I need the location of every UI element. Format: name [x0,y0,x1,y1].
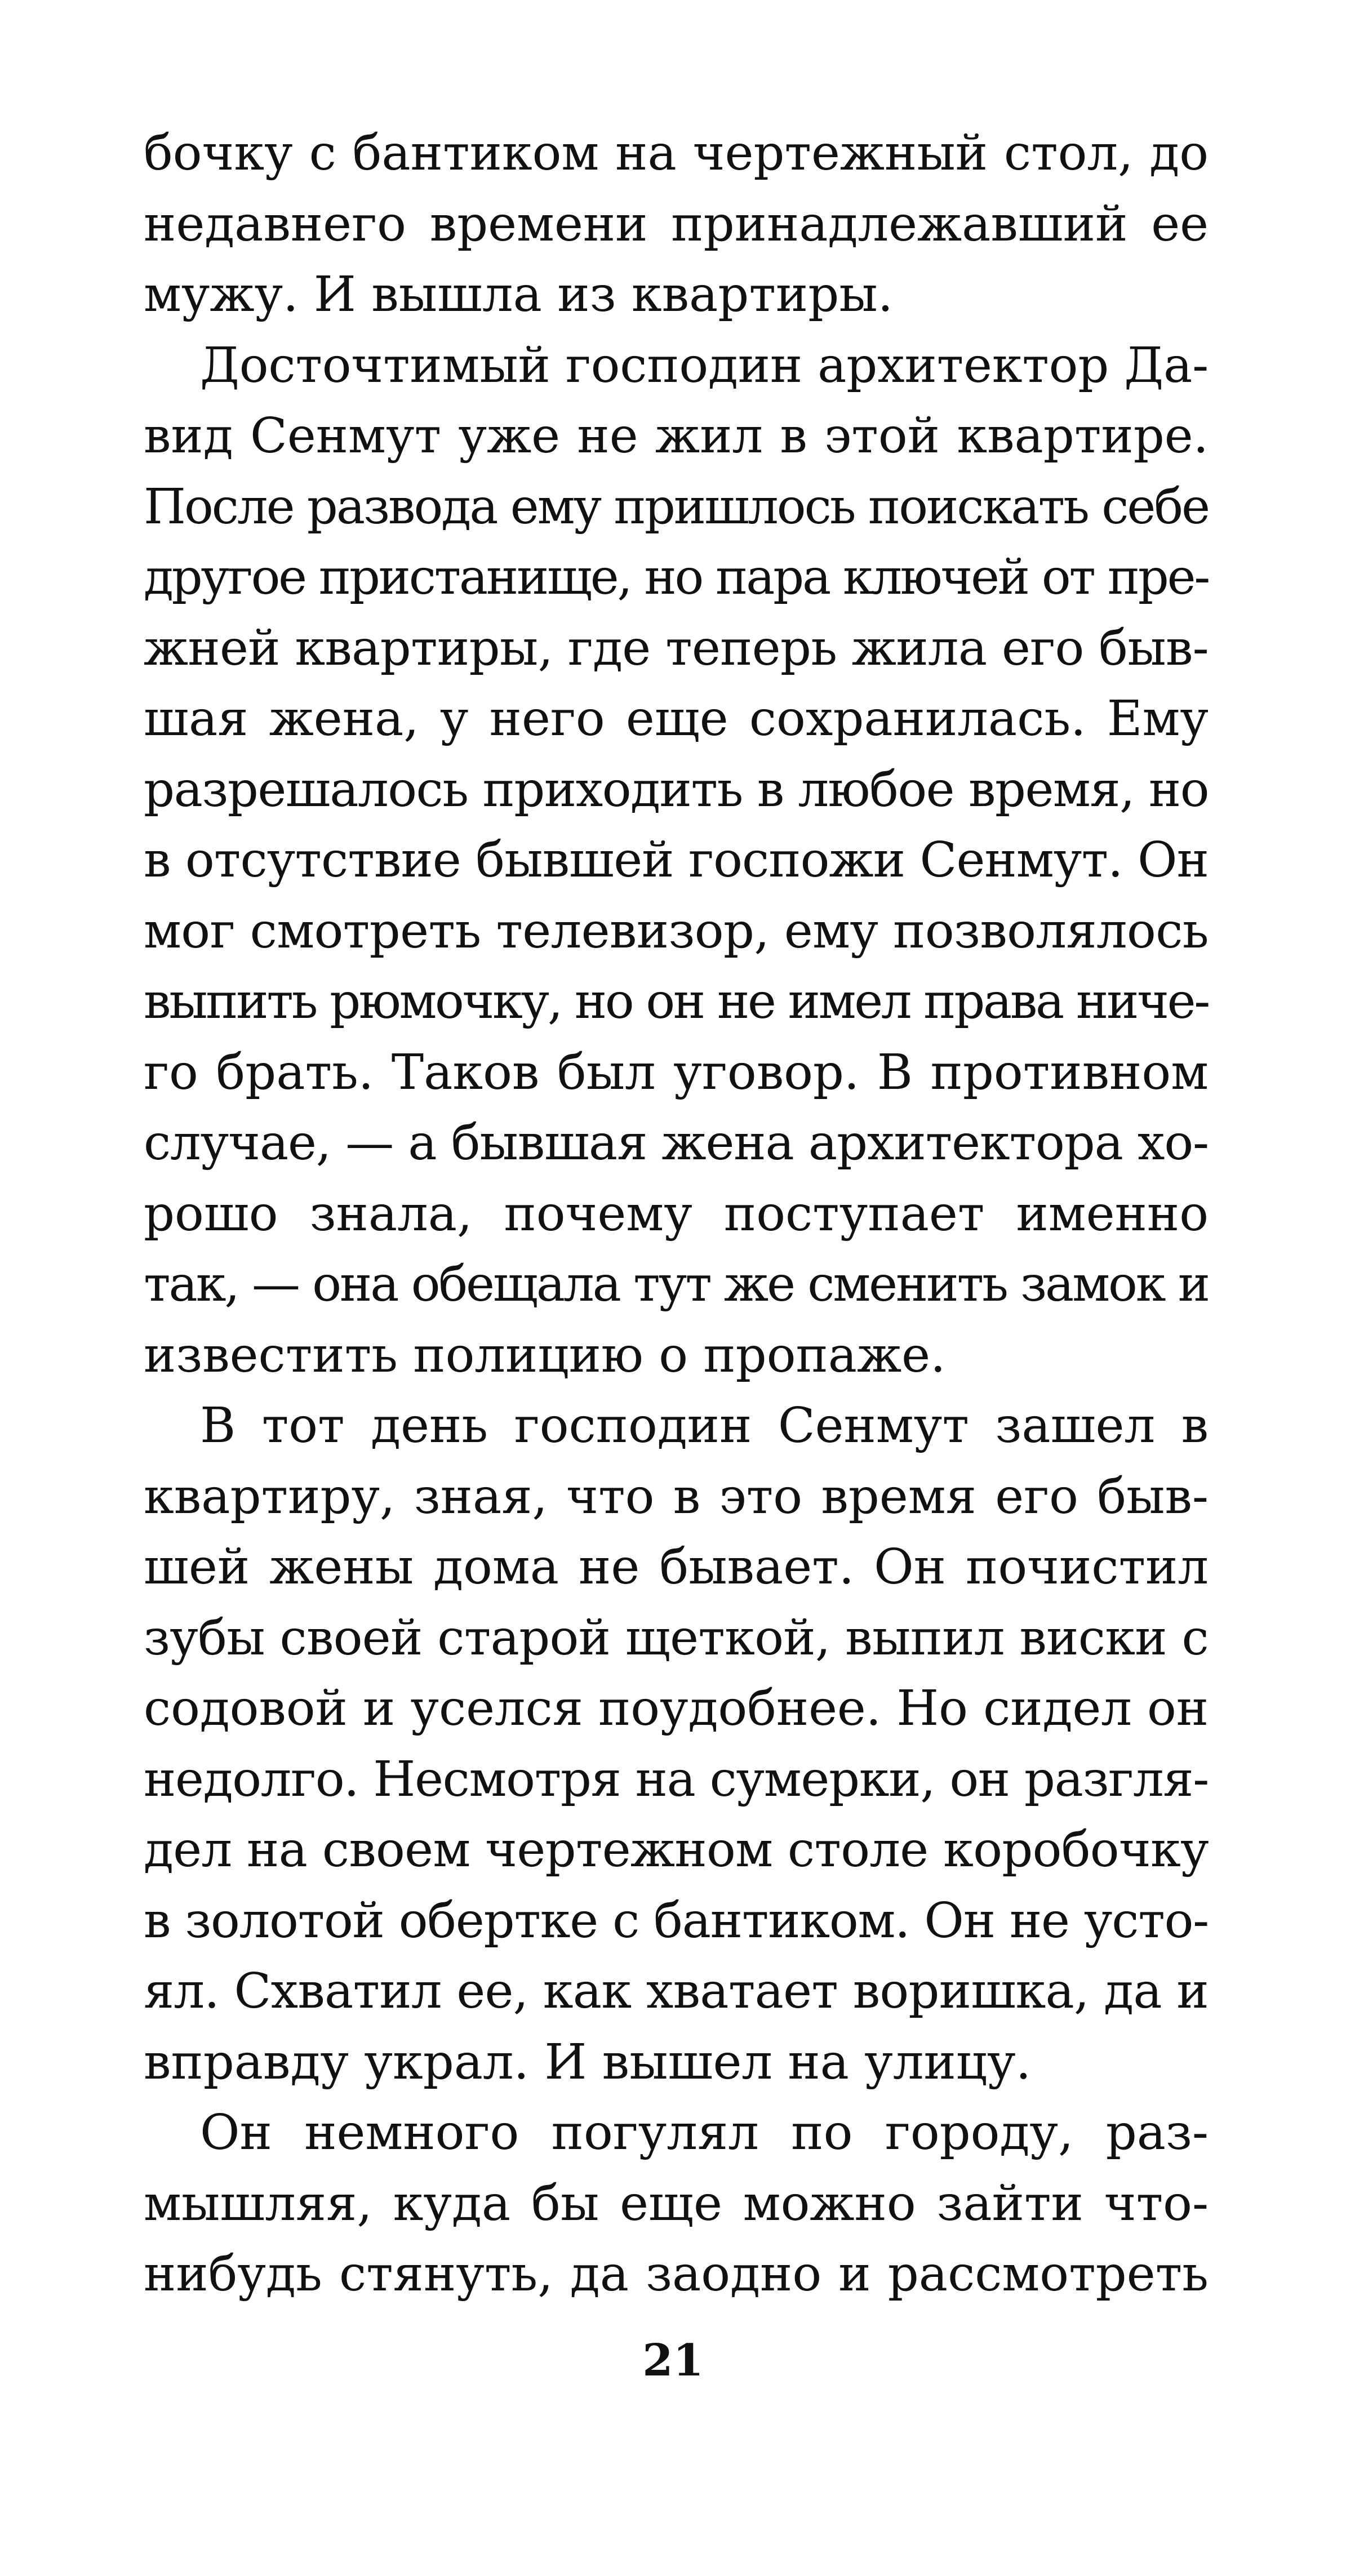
text-line: рошо знала, почему поступает именно [144,1185,1209,1242]
body-text [144,118,1209,2310]
text-line: Досточтимый господин архитектор Да- [200,337,1209,394]
text-line: квартиру, зная, что в это время его быв- [144,1468,1209,1525]
text-line: Он немного погулял по городу, раз- [200,2105,1209,2161]
text-line: шая жена, у него еще сохранилась. Ему [144,691,1209,747]
text-line: вправду украл. И вышел на улицу. [144,2034,1032,2090]
text-line: мог смотреть телевизор, ему позволялось [144,902,1209,959]
text-line: шей жены дома не бывает. Он почистил [144,1539,1209,1595]
text-line: выпить рюмочку, но он не имел права ниче- [144,973,1209,1030]
text-line: в отсутствие бывшей госпожи Сенмут. Он [144,832,1209,888]
text-line: известить полицию о пропаже. [144,1327,946,1383]
text-line: В тот день господин Сенмут зашел в [200,1398,1209,1454]
text-line: разрешалось приходить в любое время, но [144,761,1209,818]
text-line: дел на своем чертежном столе коробочку [144,1822,1209,1878]
text-line: так, — она обещала тут же сменить замок и [144,1256,1209,1313]
text-line: другое пристанище, но пара ключей от пре- [144,549,1209,606]
text-line: недавнего времени принадлежавший ее [144,195,1209,252]
text-line: ял. Схватил ее, как хватает воришка, да и [144,1963,1209,2019]
text-line: мужу. И вышла из квартиры. [144,266,894,323]
text-line: недолго. Несмотря на сумерки, он разгля- [144,1751,1209,1808]
text-line: го брать. Таков был уговор. В противном [144,1044,1209,1101]
page-number: 21 [642,2335,704,2386]
text-line: мышляя, куда бы еще можно зайти что- [144,2175,1209,2232]
text-line: зубы своей старой щеткой, выпил виски с [144,1609,1209,1666]
text-line: жней квартиры, где теперь жила его быв- [144,620,1209,677]
text-line: случае, — а бывшая жена архитектора хо- [144,1115,1209,1171]
text-line: бочку с бантиком на чертежный стол, до [144,125,1209,181]
text-line: вид Сенмут уже не жил в этой квартире. [144,408,1209,464]
text-line: нибудь стянуть, да заодно и рассмотреть [144,2246,1209,2302]
text-line: содовой и уселся поудобнее. Но сидел он [144,1680,1209,1737]
text-line: После развода ему пришлось поискать себе [144,478,1209,535]
text-line: в золотой обертке с бантиком. Он не усто- [144,1892,1209,1949]
